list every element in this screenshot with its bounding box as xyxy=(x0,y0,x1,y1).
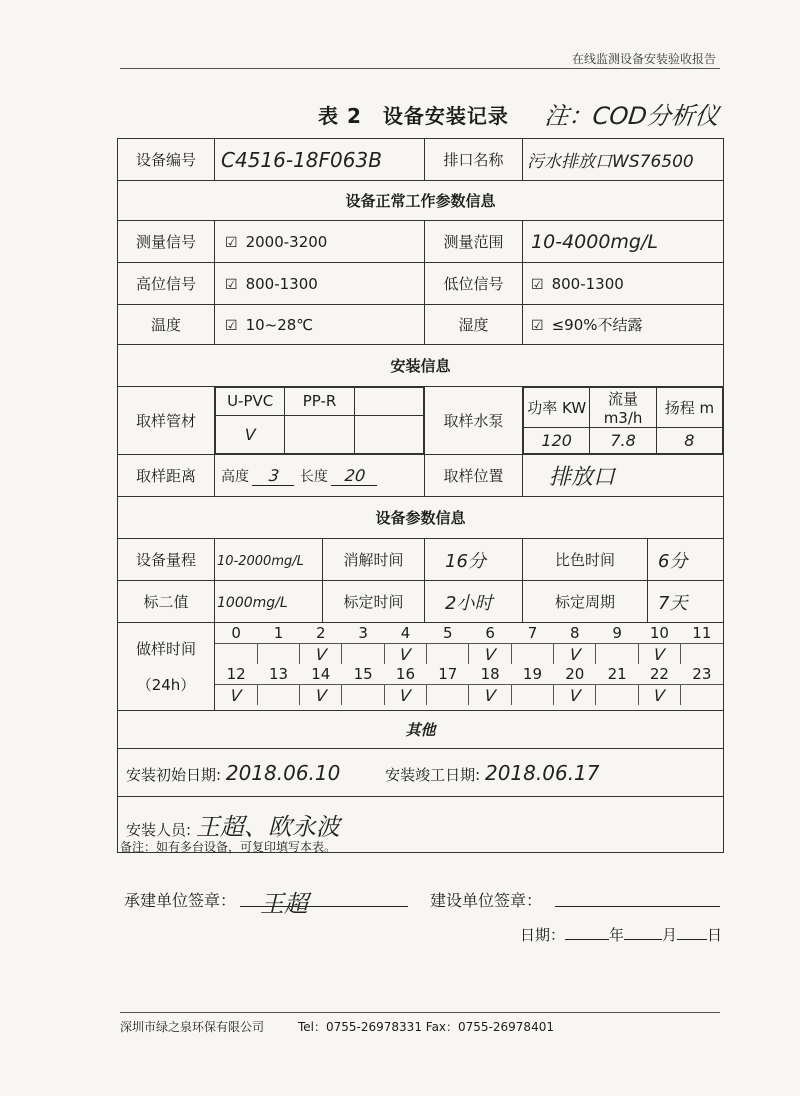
hour-label: 11 xyxy=(692,624,712,642)
month-blank xyxy=(624,925,662,940)
position-value: 排放口 xyxy=(523,455,724,497)
report-name: 在线监测设备安装验收报告 xyxy=(572,52,717,66)
builder-sign-line xyxy=(555,884,720,907)
year-blank xyxy=(565,925,609,940)
pump-flow-header: 流量 m3/h xyxy=(590,388,656,428)
range-value: 10-2000mg/L xyxy=(215,539,323,581)
device-section-heading: 设备参数信息 xyxy=(118,497,724,539)
outlet-label: 排口名称 xyxy=(425,139,523,181)
checkbox-checked-icon: ☑ xyxy=(531,276,544,293)
humidity-cell: ☑ ≤90%不结露 xyxy=(523,305,724,345)
range-label: 设备量程 xyxy=(118,539,215,581)
hour-label: 6 xyxy=(485,624,495,642)
distance-label: 取样距离 xyxy=(118,455,215,497)
month-label: 月 xyxy=(662,926,678,944)
hour-tick-mark: V xyxy=(383,644,427,665)
pump-flow-value: 7.8 xyxy=(590,428,656,454)
hour-tick-mark xyxy=(680,685,725,706)
pipe-option-ppr: PP-R xyxy=(285,388,354,416)
digest-label: 消解时间 xyxy=(323,539,425,581)
pipe-options-cell xyxy=(215,387,425,455)
hour-label: 2 xyxy=(316,624,326,642)
pipe-option-blank xyxy=(354,388,423,416)
contractor-sign-line xyxy=(240,884,408,918)
sample-sub-label: （24h） xyxy=(136,675,196,694)
hour-label: 9 xyxy=(612,624,622,642)
color-label: 比色时间 xyxy=(523,539,648,581)
builder-sign-label: 建设单位签章： xyxy=(430,891,543,910)
measure-range-value: 10-4000mg/L xyxy=(523,221,724,263)
hour-label: 22 xyxy=(649,665,669,683)
hour-label: 7 xyxy=(527,624,538,642)
pump-grid xyxy=(523,387,723,454)
measure-signal-label: 测量信号 xyxy=(118,221,215,263)
hour-label: 15 xyxy=(353,665,373,683)
dates-cell xyxy=(118,749,724,797)
temp-label: 温度 xyxy=(118,305,215,345)
hour-label: 3 xyxy=(358,624,368,642)
hour-tick-mark: V xyxy=(299,685,343,706)
pump-power-value: 120 xyxy=(524,428,590,454)
hour-tick-mark xyxy=(680,644,725,665)
hour-tick-mark xyxy=(426,644,470,665)
hour-tick-mark xyxy=(595,644,639,665)
pump-cell xyxy=(523,387,724,455)
hour-label: 18 xyxy=(480,665,500,683)
hour-tick-mark: V xyxy=(299,644,343,665)
humidity-label: 湿度 xyxy=(425,305,523,345)
hour-label: 0 xyxy=(231,624,241,642)
hour-tick-mark: V xyxy=(383,685,427,706)
sample-hours-cell xyxy=(215,623,724,711)
hour-tick-mark xyxy=(256,685,300,706)
pump-label: 取样水泵 xyxy=(425,387,523,455)
calib-time-label: 标定时间 xyxy=(323,581,425,623)
position-label: 取样位置 xyxy=(425,455,523,497)
temp-cell: ☑ 10~28℃ xyxy=(215,305,425,345)
pipe-empty xyxy=(354,415,423,453)
hour-tick-mark: V xyxy=(553,685,597,706)
device-id-value: C4516-18F063B xyxy=(215,139,425,181)
hour-tick-mark xyxy=(341,644,385,665)
footer-note: 备注：如有多台设备，可复印填写本表。 xyxy=(120,840,337,854)
company-name: 深圳市绿之泉环保有限公司 xyxy=(120,1020,265,1034)
hour-label: 14 xyxy=(311,665,331,683)
high-signal-cell: ☑ 800-1300 xyxy=(215,263,425,305)
pump-head-header: 扬程 m xyxy=(656,388,722,428)
hour-label: 19 xyxy=(522,665,542,683)
hour-tick-mark xyxy=(214,644,258,665)
hour-tick-mark: V xyxy=(637,685,681,706)
hour-label: 21 xyxy=(607,665,627,683)
calib-time-value: 2小时 xyxy=(425,581,523,623)
hour-label: 23 xyxy=(692,665,712,683)
hour-tick-mark: V xyxy=(468,644,512,665)
hour-label: 12 xyxy=(226,665,246,683)
hour-tick-mark: V xyxy=(553,644,597,665)
install-section-heading: 安装信息 xyxy=(118,345,724,387)
hour-label: 4 xyxy=(400,624,411,642)
handwritten-note: 注：COD分析仪 xyxy=(543,102,721,130)
std-label: 标二值 xyxy=(118,581,215,623)
hour-tick-mark xyxy=(256,644,300,665)
pipe-option-upvc: U-PVC xyxy=(216,388,285,416)
distance-cell: 高度 3 长度 20 xyxy=(215,455,425,497)
digest-value: 16分 xyxy=(425,539,523,581)
installer-label: 安装人员: xyxy=(126,821,192,839)
end-date-label: 安装竣工日期: xyxy=(385,765,481,784)
sample-label: 做样时间 xyxy=(135,639,196,658)
page-title: 表 2 设备安装记录 xyxy=(318,104,509,128)
other-section-heading: 其他 xyxy=(118,711,724,749)
hour-tick-mark: V xyxy=(637,644,681,665)
hour-tick-mark xyxy=(341,685,385,706)
footer-rule xyxy=(120,1012,720,1013)
color-value: 6分 xyxy=(648,539,724,581)
day-label: 日 xyxy=(707,926,723,944)
checkbox-checked-icon: ☑ xyxy=(225,234,238,251)
footer-date-row xyxy=(520,924,722,945)
installer-value: 王超、欧永波 xyxy=(195,813,340,841)
hour-tick-mark xyxy=(510,644,554,665)
pipe-selected-mark: V xyxy=(216,415,285,453)
hour-label: 5 xyxy=(443,624,453,642)
pipe-empty xyxy=(285,415,354,453)
hour-tick-mark: V xyxy=(468,685,512,706)
company-contact: Tel：0755-26978331 Fax：0755-26978401 xyxy=(298,1020,554,1034)
hour-label: 17 xyxy=(438,665,458,683)
hour-label: 16 xyxy=(395,665,416,683)
start-date-value: 2018.06.10 xyxy=(225,760,341,785)
std-value: 1000mg/L xyxy=(215,581,323,623)
contractor-signature: 王超 xyxy=(260,890,308,918)
hour-tick-mark: V xyxy=(214,685,258,706)
start-date-label: 安装初始日期: xyxy=(126,765,222,784)
sample-label-cell xyxy=(118,623,215,711)
low-signal-label: 低位信号 xyxy=(425,263,523,305)
pump-power-header: 功率 KW xyxy=(524,388,590,428)
header-rule xyxy=(120,68,720,69)
pump-head-value: 8 xyxy=(656,428,722,454)
high-signal-label: 高位信号 xyxy=(118,263,215,305)
device-id-label: 设备编号 xyxy=(118,139,215,181)
hour-tick-mark xyxy=(595,685,639,706)
end-date-value: 2018.06.17 xyxy=(484,760,600,785)
measure-signal-cell: ☑ 2000-3200 xyxy=(215,221,425,263)
year-label: 年 xyxy=(609,926,625,944)
hour-label: 1 xyxy=(273,624,284,642)
date-label: 日期： xyxy=(520,926,566,944)
contractor-sign-label: 承建单位签章： xyxy=(124,891,237,910)
outlet-value: 污水排放口WS76500 xyxy=(523,139,724,181)
pipe-options-grid xyxy=(215,387,424,454)
hour-tick-mark xyxy=(426,685,470,706)
checkbox-checked-icon: ☑ xyxy=(225,276,238,293)
day-blank xyxy=(677,925,707,940)
hour-label: 8 xyxy=(570,624,580,642)
install-record-table xyxy=(117,138,724,853)
calib-period-value: 7天 xyxy=(648,581,724,623)
checkbox-checked-icon: ☑ xyxy=(531,318,544,334)
measure-range-label: 测量范围 xyxy=(425,221,523,263)
pipe-label: 取样管材 xyxy=(118,387,215,455)
hour-label: 20 xyxy=(565,665,585,683)
hour-label: 13 xyxy=(268,665,289,683)
sample-hours-grid xyxy=(215,623,723,705)
calib-period-label: 标定周期 xyxy=(523,581,648,623)
params-section-heading: 设备正常工作参数信息 xyxy=(118,181,724,221)
low-signal-cell: ☑ 800-1300 xyxy=(523,263,724,305)
checkbox-checked-icon: ☑ xyxy=(225,317,238,334)
hour-label: 10 xyxy=(649,624,669,642)
hour-tick-mark xyxy=(510,685,554,706)
